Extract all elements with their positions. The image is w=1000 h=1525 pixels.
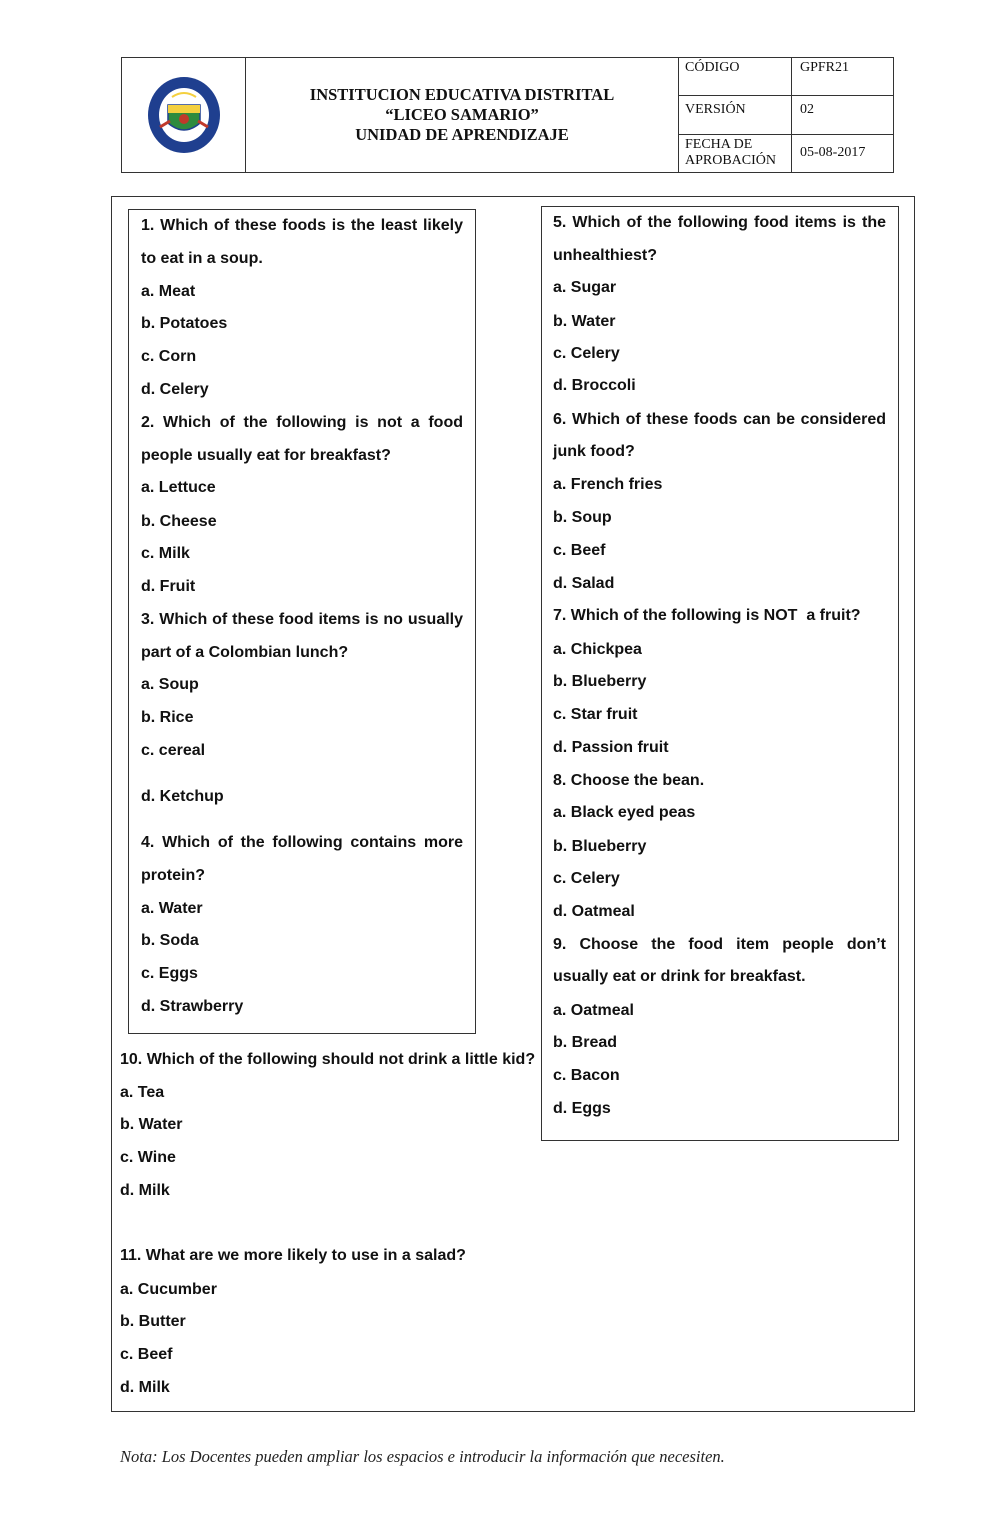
q10-option-d[interactable]: d. Milk: [120, 1182, 170, 1199]
q9-text-line-2: usually eat or drink for breakfast.: [553, 968, 806, 985]
meta-row-codigo: [679, 58, 893, 96]
q11-text-line-1: 11. What are we more likely to use in a salad?: [120, 1247, 466, 1264]
q2-option-d[interactable]: d. Fruit: [141, 578, 196, 595]
fecha-value: 05-08-2017: [800, 145, 866, 161]
q4-option-b[interactable]: b. Soda: [141, 932, 199, 949]
q9-option-c[interactable]: c. Bacon: [553, 1067, 620, 1084]
q8-option-d[interactable]: d. Oatmeal: [553, 903, 635, 920]
q11-option-c[interactable]: c. Beef: [120, 1346, 173, 1363]
fecha-label-line-2: APROBACIÓN: [685, 152, 777, 168]
q2-text-line-2: people usually eat for breakfast?: [141, 447, 391, 464]
meta-row-version: [679, 96, 893, 134]
q8-option-c[interactable]: c. Celery: [553, 870, 620, 887]
q6-text-line-1: 6. Which of these foods can be considered: [553, 411, 886, 428]
q11-option-b[interactable]: b. Butter: [120, 1313, 186, 1330]
logo-cell: [122, 58, 246, 172]
q5-text-line-2: unhealthiest?: [553, 247, 658, 264]
q2-option-c[interactable]: c. Milk: [141, 545, 190, 562]
q7-option-d[interactable]: d. Passion fruit: [553, 739, 669, 756]
q3-option-c[interactable]: c. cereal: [141, 742, 206, 759]
q2-text-line-1: 2. Which of the following is not a food: [141, 414, 463, 431]
q6-text-line-2: junk food?: [553, 443, 635, 460]
q3-text-line-1: 3. Which of these food items is no usually: [141, 611, 463, 628]
meta-table: [679, 58, 893, 172]
q9-text-line-1: 9. Choose the food item people don’t: [553, 936, 886, 953]
q5-option-c[interactable]: c. Celery: [553, 345, 620, 362]
q3-option-a[interactable]: a. Soup: [141, 676, 199, 693]
q9-option-a[interactable]: a. Oatmeal: [553, 1002, 634, 1019]
fecha-label-line-1: FECHA DE: [685, 136, 753, 152]
q8-text-line-1: 8. Choose the bean.: [553, 772, 705, 789]
q3-option-d[interactable]: d. Ketchup: [141, 788, 224, 805]
title-line-1: INSTITUCION EDUCATIVA DISTRITAL: [309, 85, 615, 104]
q10-option-b[interactable]: b. Water: [120, 1116, 183, 1133]
document-header: [121, 57, 894, 173]
q10-option-c[interactable]: c. Wine: [120, 1149, 176, 1166]
q2-option-b[interactable]: b. Cheese: [141, 513, 217, 530]
q1-option-b[interactable]: b. Potatoes: [141, 315, 228, 332]
q7-option-c[interactable]: c. Star fruit: [553, 706, 638, 723]
q5-option-b[interactable]: b. Water: [553, 313, 616, 330]
q6-option-c[interactable]: c. Beef: [553, 542, 606, 559]
q9-option-b[interactable]: b. Bread: [553, 1034, 618, 1051]
title-line-3: UNIDAD DE APRENDIZAJE: [355, 125, 569, 144]
q4-option-d[interactable]: d. Strawberry: [141, 998, 244, 1015]
title-line-2: “LICEO SAMARIO”: [385, 105, 539, 124]
q1-option-a[interactable]: a. Meat: [141, 283, 196, 300]
q10-text-line-1: 10. Which of the following should not drink a little kid?: [120, 1051, 536, 1068]
q5-option-a[interactable]: a. Sugar: [553, 279, 617, 296]
q2-option-a[interactable]: a. Lettuce: [141, 479, 216, 496]
q6-option-a[interactable]: a. French fries: [553, 476, 663, 493]
school-crest-logo: [146, 75, 222, 155]
version-value: 02: [800, 102, 814, 118]
q3-text-line-2: part of a Colombian lunch?: [141, 644, 349, 661]
fecha-label: [679, 135, 792, 172]
teacher-note: Nota: Los Docentes pueden ampliar los espacios e introducir la información que necesiten.: [120, 1447, 725, 1466]
q3-option-b[interactable]: b. Rice: [141, 709, 194, 726]
q7-option-a[interactable]: a. Chickpea: [553, 641, 642, 658]
q4-text-line-1: 4. Which of the following contains more: [141, 834, 463, 851]
codigo-value: GPFR21: [800, 60, 850, 75]
q5-text-line-1: 5. Which of the following food items is the: [553, 214, 886, 231]
q8-option-a[interactable]: a. Black eyed peas: [553, 804, 696, 821]
q6-option-d[interactable]: d. Salad: [553, 575, 615, 592]
q4-option-a[interactable]: a. Water: [141, 900, 203, 917]
q11-option-a[interactable]: a. Cucumber: [120, 1281, 217, 1298]
q4-text-line-2: protein?: [141, 867, 205, 884]
q11-option-d[interactable]: d. Milk: [120, 1379, 170, 1396]
q1-option-c[interactable]: c. Corn: [141, 348, 197, 365]
q9-option-d[interactable]: d. Eggs: [553, 1100, 611, 1117]
codigo-label: CÓDIGO: [679, 58, 792, 95]
q10-option-a[interactable]: a. Tea: [120, 1084, 165, 1101]
q4-option-c[interactable]: c. Eggs: [141, 965, 198, 982]
meta-row-fecha: [679, 135, 893, 172]
q1-text-line-1: 1. Which of these foods is the least likely: [141, 217, 463, 234]
q6-option-b[interactable]: b. Soup: [553, 509, 612, 526]
q8-option-b[interactable]: b. Blueberry: [553, 838, 647, 855]
q7-text-line-1: 7. Which of the following is NOT a fruit?: [553, 607, 861, 624]
q1-option-d[interactable]: d. Celery: [141, 381, 209, 398]
q1-text-line-2: to eat in a soup.: [141, 250, 263, 267]
version-label: VERSIÓN: [679, 96, 792, 133]
q7-option-b[interactable]: b. Blueberry: [553, 673, 647, 690]
q5-option-d[interactable]: d. Broccoli: [553, 377, 636, 394]
institution-title: [246, 58, 679, 172]
